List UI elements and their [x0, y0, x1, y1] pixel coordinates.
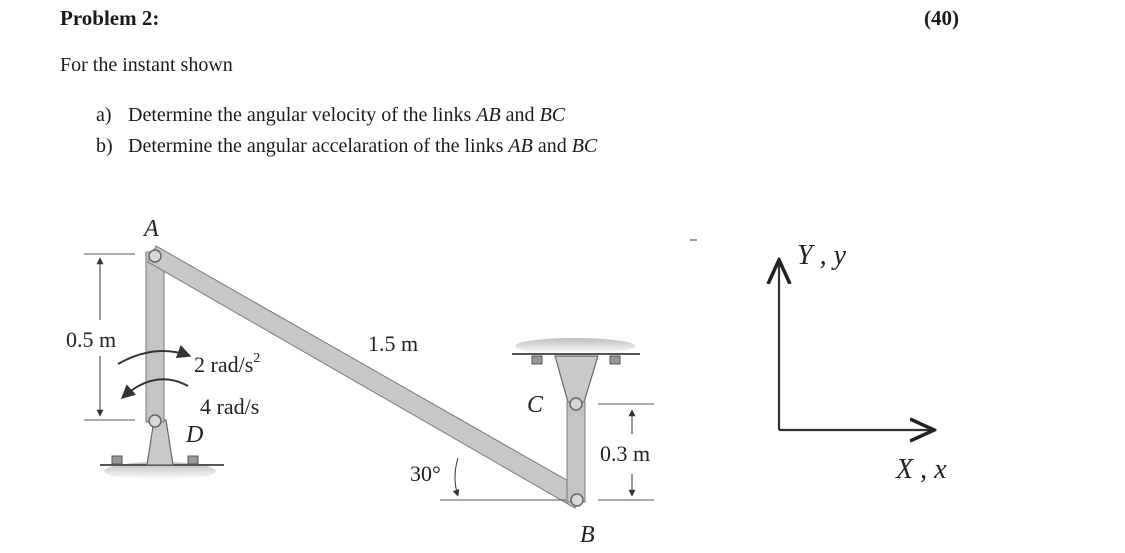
task-text: Determine the angular accelaration of the links [128, 135, 509, 157]
point-label-b: B [580, 522, 595, 548]
dim-label-ab: 1.5 m [368, 331, 419, 356]
link-ad [146, 252, 164, 422]
pin-b [571, 494, 583, 506]
angle-arc [455, 458, 458, 496]
angular-velocity-label: 4 rad/s [200, 394, 260, 419]
pin-a [149, 250, 161, 262]
y-axis-label: Y , y [797, 240, 846, 271]
pin-c [570, 398, 582, 410]
point-label-c: C [527, 392, 544, 418]
link-bc: BC [539, 104, 566, 126]
task-conjunction: and [500, 104, 540, 126]
link-bc: BC [571, 135, 598, 157]
point-label-a: A [144, 216, 159, 242]
problem-heading: Problem 2: [60, 6, 160, 30]
problem-points: (40) [924, 6, 959, 30]
dim-label-cb: 0.3 m [600, 441, 651, 466]
point-label-d: D [186, 422, 204, 448]
task-conjunction: and [532, 135, 572, 157]
problem-intro: For the instant shown [60, 54, 233, 76]
angular-acceleration-label: 2 rad/$s^2$ [194, 351, 261, 377]
link-ab: AB [476, 104, 501, 126]
task-label: a) [96, 104, 112, 126]
pin-d [149, 415, 161, 427]
angle-label: 30° [410, 461, 441, 486]
link-ab: AB [508, 135, 533, 157]
task-text: Determine the angular velocity of the links [128, 104, 477, 126]
link-cb-bar [567, 402, 585, 502]
ground-support-d [100, 420, 224, 480]
task-label: b) [96, 135, 113, 157]
dim-label-ad: 0.5 m [66, 327, 117, 352]
x-axis-label: X , x [896, 454, 947, 485]
coordinate-axes [779, 262, 932, 430]
